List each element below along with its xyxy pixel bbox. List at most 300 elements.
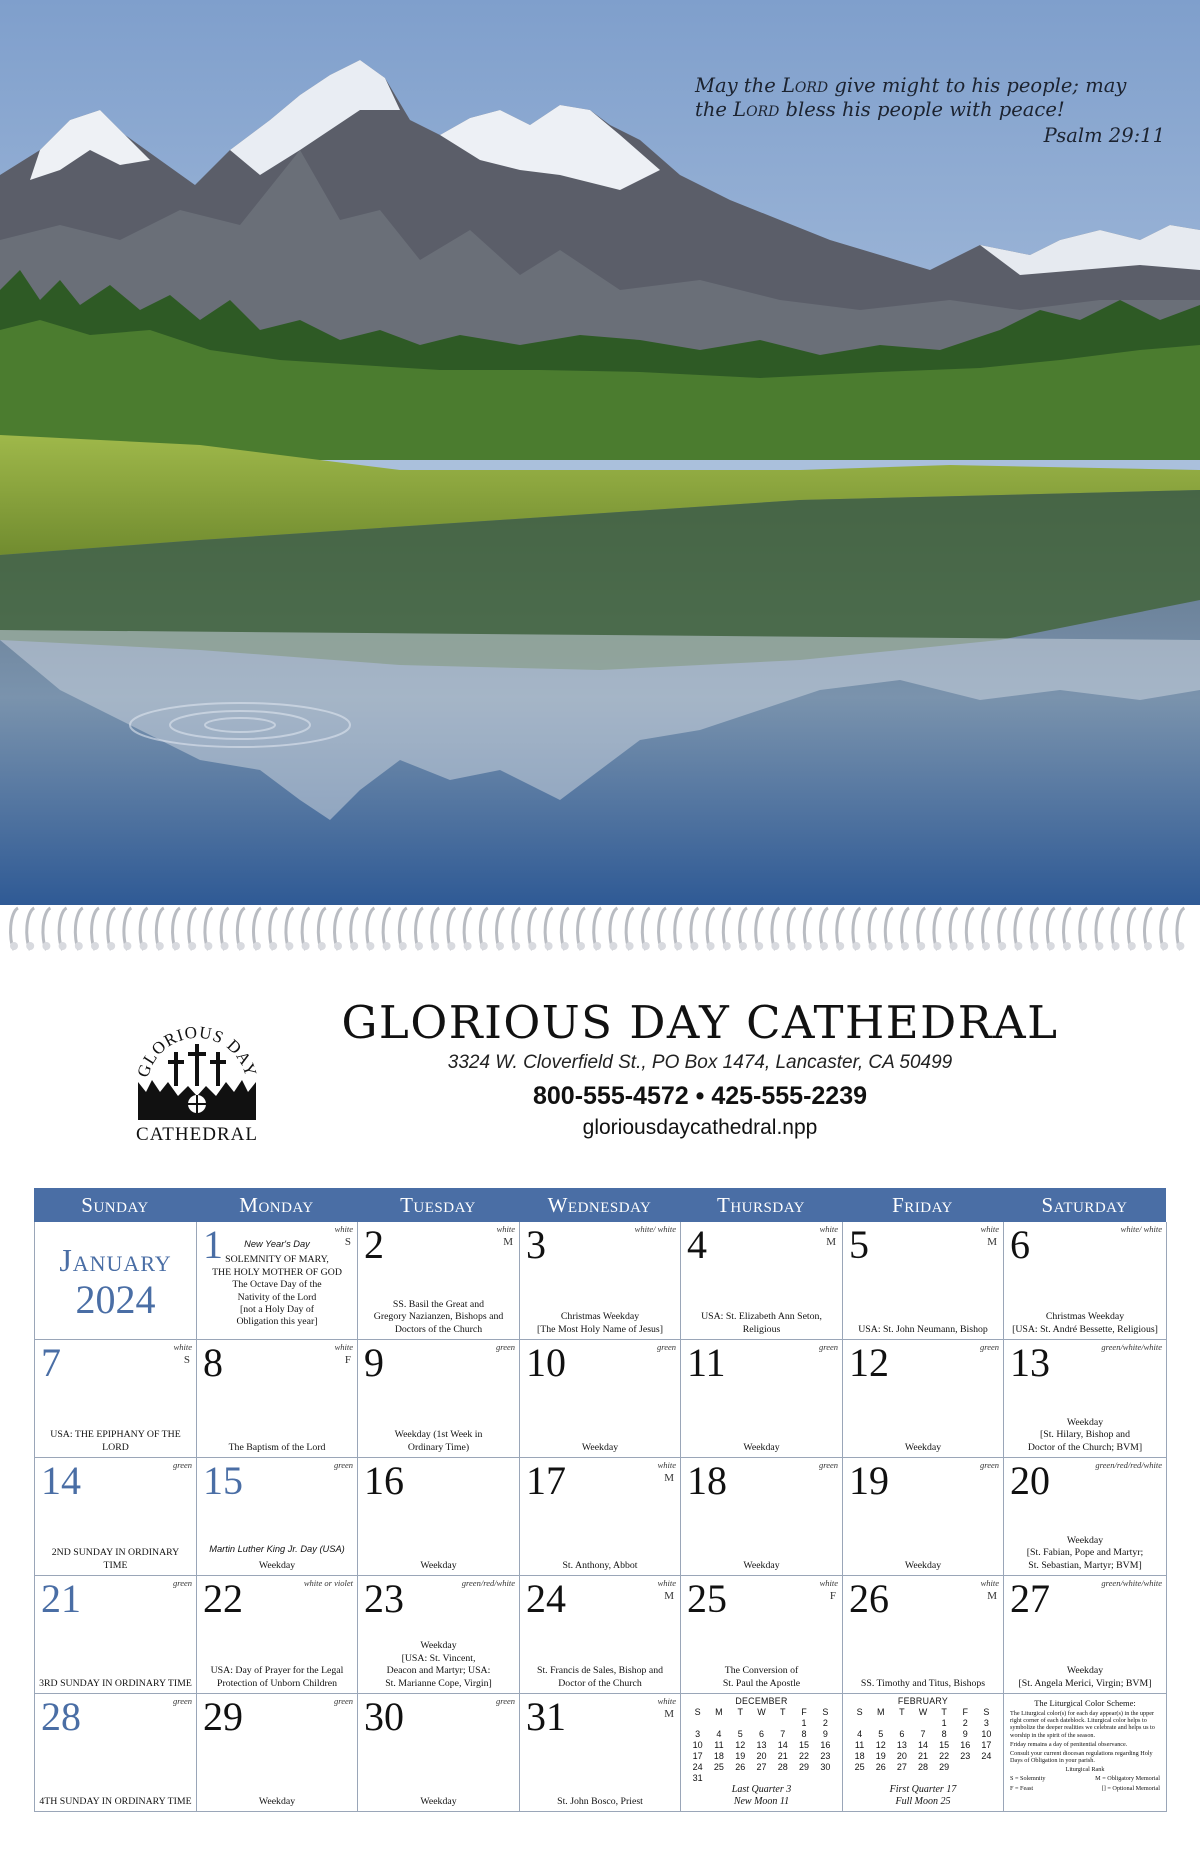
day-cell (358, 1458, 520, 1576)
day-cell (358, 1576, 520, 1694)
mini-weekday: M (715, 1707, 723, 1717)
mini-weekday: S (694, 1707, 701, 1717)
weekday-thursday: Thursday (717, 1193, 805, 1217)
day-number: 10 (526, 1340, 566, 1385)
mini-date: 12 (735, 1740, 746, 1750)
binding-hole (383, 942, 391, 950)
observance-text: Weekday (743, 1441, 780, 1453)
binding-hole (464, 942, 472, 950)
liturgical-color: white (819, 1578, 838, 1588)
binding-hole (933, 942, 941, 950)
binding-hole (172, 942, 180, 950)
binding-hole (836, 942, 844, 950)
observance-text: Christmas Weekday [USA: St. André Bessette, Religious] (1012, 1311, 1158, 1335)
legend-key: F = Feast (1010, 1784, 1034, 1792)
church-name: GLORIOUS DAY CATHEDRAL (341, 996, 1059, 1049)
mini-date: 8 (941, 1729, 947, 1739)
mini-date: 21 (917, 1751, 928, 1761)
day-number: 11 (687, 1340, 726, 1385)
binding-hole (690, 942, 698, 950)
liturgical-rank: F (344, 1354, 351, 1366)
day-observance (201, 1543, 353, 1572)
day-observance (524, 1796, 676, 1808)
binding-hole (917, 942, 925, 950)
mini-date: 2 (962, 1718, 968, 1728)
mini-date: 19 (875, 1751, 886, 1761)
day-cell (35, 1340, 197, 1458)
mini-date: 14 (917, 1740, 928, 1750)
mini-date (793, 1773, 814, 1784)
binding-hole (1095, 942, 1103, 950)
day-number: 26 (849, 1576, 889, 1621)
mini-date: 10 (692, 1740, 703, 1750)
logo-arc-text: GLORIOUS DAY (134, 1022, 260, 1080)
mini-date: 2 (822, 1718, 828, 1728)
day-number: 15 (203, 1458, 243, 1503)
binding-hole (982, 942, 990, 950)
moon-phase: Last Quarter 3 (731, 1784, 792, 1795)
liturgical-color: white (657, 1460, 676, 1470)
mini-date: 8 (801, 1729, 807, 1739)
mini-date (708, 1773, 729, 1784)
day-observance (39, 1429, 192, 1454)
mini-date (976, 1762, 997, 1773)
moon-phases (843, 1784, 1003, 1808)
legend-title: The Liturgical Color Scheme: (1034, 1698, 1136, 1708)
binding-hole (447, 942, 455, 950)
mini-date: 9 (962, 1729, 968, 1739)
mini-date: 31 (692, 1773, 703, 1783)
observance-text: Weekday [St. Fabian, Pope and Martyr; St. Sebastian, Martyr; BVM] (1026, 1534, 1144, 1571)
day-observance (524, 1665, 676, 1690)
mini-date: 10 (981, 1729, 992, 1739)
mini-date (708, 1718, 729, 1729)
church-address: 3324 W. Cloverfield St., PO Box 1474, Lancaster, CA 50499 (447, 1052, 953, 1073)
observance-text: SS. Timothy and Titus, Bishops (860, 1677, 986, 1689)
day-number: 25 (687, 1576, 727, 1621)
day-cell (520, 1576, 681, 1694)
liturgical-color: green/red/white (461, 1578, 515, 1588)
mini-date: 26 (735, 1762, 746, 1772)
binding-hole (140, 942, 148, 950)
liturgical-color: green/red/red/white (1095, 1460, 1162, 1470)
day-cell (520, 1222, 681, 1340)
liturgical-color: white (819, 1224, 838, 1234)
day-number: 3 (526, 1222, 546, 1267)
liturgical-rank: M (987, 1590, 997, 1602)
liturgical-color: white (980, 1224, 999, 1234)
liturgical-color: green (979, 1342, 999, 1352)
mini-date: 26 (875, 1762, 886, 1772)
legend-key: [] = Optional Memorial (1101, 1784, 1160, 1792)
binding-hole (788, 942, 796, 950)
day-cell (197, 1458, 358, 1576)
mini-weekday: S (983, 1707, 990, 1717)
mini-date: 22 (939, 1751, 950, 1761)
month-title-cell (35, 1222, 197, 1340)
mini-weekday: S (856, 1707, 863, 1717)
liturgical-legend (1004, 1694, 1167, 1812)
day-cell (681, 1222, 843, 1340)
mini-weekday: T (780, 1707, 786, 1717)
mini-date: 28 (917, 1762, 928, 1772)
day-cell (35, 1458, 197, 1576)
day-observance (685, 1560, 838, 1572)
mini-month-table (687, 1707, 836, 1784)
day-cell (681, 1458, 843, 1576)
mini-calendar (849, 1696, 997, 1773)
binding-hole (804, 942, 812, 950)
observance-text: USA: Day of Prayer for the Legal Protection of Unborn Children (210, 1665, 344, 1689)
mini-weekday: T (899, 1707, 905, 1717)
mini-date (870, 1718, 891, 1729)
binding-hole (399, 942, 407, 950)
observance-text: USA: St. John Neumann, Bishop (858, 1323, 988, 1335)
observance-text: 3RD SUNDAY IN ORDINARY TIME (39, 1677, 192, 1689)
mini-weekday: W (757, 1707, 766, 1717)
binding-hole (755, 942, 763, 950)
mini-date: 17 (981, 1740, 992, 1750)
mini-calendar-december (681, 1694, 843, 1812)
day-number: 21 (41, 1576, 81, 1621)
binding-hole (156, 942, 164, 950)
civil-holiday: New Year's Day (244, 1239, 310, 1249)
mini-date: 3 (983, 1718, 989, 1728)
binding-hole (1160, 942, 1168, 950)
binding-hole (1128, 942, 1136, 950)
scripture-verse: May the Lord give might to his people; may the Lord bless his people with peace! Psalm 29:11 (695, 74, 1165, 147)
liturgical-color: green/white/white (1101, 1578, 1162, 1588)
year: 2024 (75, 1277, 156, 1322)
day-observance (39, 1796, 192, 1808)
mini-date (687, 1718, 708, 1729)
day-number: 23 (364, 1576, 404, 1621)
mini-date: 19 (735, 1751, 746, 1761)
day-observance (1008, 1665, 1162, 1690)
day-number: 9 (364, 1340, 384, 1385)
day-observance (201, 1665, 353, 1690)
day-cell (35, 1694, 197, 1812)
observance-text: SS. Basil the Great and Gregory Nazianzen, Bishops and Doctors of the Church (373, 1298, 504, 1335)
weekday-friday: Friday (892, 1193, 953, 1217)
legend-text: The Liturgical color(s) for each day appear(s) in the upper right corner of each dateblock. Liturgical color helps to symbolize the deeper realities we celebrate and helps us to worship in the spirit of the season. (1010, 1710, 1155, 1739)
liturgical-color: green (495, 1342, 515, 1352)
liturgical-color: white (334, 1342, 353, 1352)
binding-hole (593, 942, 601, 950)
mini-weekday: F (962, 1707, 969, 1717)
day-number: 19 (849, 1458, 889, 1503)
day-number: 28 (41, 1694, 81, 1739)
binding-hole (496, 942, 504, 950)
day-cell (843, 1576, 1004, 1694)
weekday-sunday: Sunday (81, 1193, 149, 1217)
binding-hole (561, 942, 569, 950)
observance-text: Weekday (258, 1559, 296, 1571)
liturgical-color: green (818, 1460, 838, 1470)
day-number: 30 (364, 1694, 404, 1739)
moon-phase: Full Moon 25 (895, 1796, 951, 1807)
day-number: 29 (203, 1694, 243, 1739)
binding-hole (626, 942, 634, 950)
mini-date: 4 (857, 1729, 863, 1739)
day-cell (197, 1694, 358, 1812)
binding-hole (1047, 942, 1055, 950)
day-number: 4 (687, 1222, 707, 1267)
binding-hole (869, 942, 877, 950)
day-cell (1004, 1576, 1167, 1694)
binding-hole (188, 942, 196, 950)
verse-reference: Psalm 29:11 (1043, 124, 1165, 147)
liturgical-color: green (818, 1342, 838, 1352)
civil-holiday: Martin Luther King Jr. Day (USA) (209, 1544, 345, 1555)
observance-text: 2ND SUNDAY IN ORDINARY TIME (51, 1547, 180, 1571)
mini-date: 27 (896, 1762, 907, 1772)
mini-date: 7 (780, 1729, 786, 1739)
liturgical-color: white (496, 1224, 515, 1234)
observance-text: St. John Bosco, Priest (557, 1795, 643, 1807)
mini-date: 27 (756, 1762, 767, 1772)
observance-text: Weekday (581, 1441, 619, 1453)
mini-date: 6 (899, 1729, 905, 1739)
liturgical-rank: M (664, 1590, 674, 1602)
mini-date: 5 (878, 1729, 884, 1739)
day-observance (205, 1238, 349, 1329)
day-cell (358, 1694, 520, 1812)
day-number: 24 (526, 1576, 566, 1621)
mini-date: 29 (939, 1762, 950, 1772)
day-cell (843, 1458, 1004, 1576)
binding-hole (723, 942, 731, 950)
mini-date: 11 (854, 1740, 865, 1750)
legend-key: S = Solemnity (1010, 1775, 1046, 1783)
observance-text: Weekday (420, 1795, 457, 1807)
day-number: 5 (849, 1222, 869, 1267)
binding-hole (431, 942, 439, 950)
binding-hole (658, 942, 666, 950)
weekday-wednesday: Wednesday (547, 1193, 652, 1217)
day-cell (681, 1340, 843, 1458)
mini-weekday: T (737, 1707, 743, 1717)
liturgical-rank: S (344, 1236, 351, 1248)
binding-hole (59, 942, 67, 950)
mini-date: 11 (714, 1740, 724, 1750)
liturgical-color: green (495, 1696, 515, 1706)
binding-hole (269, 942, 277, 950)
day-cell (1004, 1222, 1167, 1340)
observance-text: The Baptism of the Lord (228, 1441, 326, 1453)
day-observance (39, 1547, 192, 1572)
day-cell (520, 1340, 681, 1458)
binding-hole (26, 942, 34, 950)
binding-hole (1063, 942, 1071, 950)
mini-date: 9 (822, 1729, 828, 1739)
legend-key-row (1010, 1775, 1160, 1782)
binding-hole (771, 942, 779, 950)
mini-weekday: F (801, 1707, 807, 1717)
binding-hole (10, 942, 18, 950)
day-cell (1004, 1340, 1167, 1458)
month-calendar (34, 1188, 1166, 1812)
observance-text: Weekday [St. Hilary, Bishop and Doctor of the Church; BVM] (1027, 1416, 1143, 1453)
mini-date (751, 1718, 772, 1729)
binding-hole (998, 942, 1006, 950)
day-observance (1008, 1417, 1162, 1454)
liturgical-color: white (657, 1696, 676, 1706)
binding-hole (577, 942, 585, 950)
day-number: 20 (1010, 1458, 1050, 1503)
mini-date: 1 (801, 1718, 807, 1728)
binding-hole (901, 942, 909, 950)
observance-text: Weekday (743, 1559, 780, 1571)
day-cell (843, 1222, 1004, 1340)
mini-weekday: S (822, 1707, 829, 1717)
moon-phase: First Quarter 17 (889, 1784, 957, 1795)
liturgical-color: green/white/white (1101, 1342, 1162, 1352)
binding-hole (366, 942, 374, 950)
binding-hole (204, 942, 212, 950)
mini-month-title: DECEMBER (735, 1696, 788, 1706)
observance-text: USA: St. Elizabeth Ann Seton, Religious (701, 1311, 822, 1335)
mini-date: 18 (713, 1751, 724, 1761)
mini-date (891, 1718, 912, 1729)
day-observance (847, 1560, 999, 1572)
mini-date: 21 (777, 1751, 788, 1761)
binding-hole (415, 942, 423, 950)
observance-text: SOLEMNITY OF MARY, THE HOLY MOTHER OF GOD The Octave Day of the Nativity of the Lord [not a Holy Day of Obligation this year] (212, 1254, 342, 1328)
liturgical-color: green (172, 1460, 192, 1470)
binding-hole (334, 942, 342, 950)
day-observance (362, 1560, 515, 1572)
day-number: 16 (364, 1458, 404, 1503)
mini-date: 1 (941, 1718, 947, 1728)
legend-text: Friday remains a day of penitential observance. (1010, 1740, 1128, 1748)
mini-month-title: FEBRUARY (897, 1696, 949, 1706)
binding-hole (42, 942, 50, 950)
binding-hole (609, 942, 617, 950)
day-number: 12 (849, 1340, 889, 1385)
church-website: gloriousdaycathedral.npp (582, 1116, 818, 1139)
day-cell (1004, 1458, 1167, 1576)
binding-hole (237, 942, 245, 950)
day-observance (201, 1442, 353, 1454)
binding-hole (123, 942, 131, 950)
legend-key-row (1010, 1785, 1160, 1792)
liturgical-color: white (334, 1224, 353, 1234)
liturgical-rank: M (503, 1236, 513, 1248)
month-name: January (59, 1242, 172, 1278)
day-observance (39, 1678, 192, 1690)
day-number: 6 (1010, 1222, 1030, 1267)
mini-date: 3 (695, 1729, 701, 1739)
observance-text: Weekday (258, 1795, 296, 1807)
day-cell (681, 1576, 843, 1694)
spiral-binding (0, 898, 1200, 958)
day-observance (847, 1442, 999, 1454)
binding-hole (820, 942, 828, 950)
mini-weekday: W (918, 1707, 928, 1717)
day-number: 13 (1010, 1340, 1050, 1385)
weekday-tuesday: Tuesday (400, 1193, 476, 1217)
liturgical-color: white/ white (1120, 1224, 1162, 1234)
day-number: 31 (526, 1694, 566, 1739)
mini-date: 4 (716, 1729, 722, 1739)
mini-date: 5 (737, 1729, 743, 1739)
binding-hole (253, 942, 261, 950)
liturgical-rank: M (826, 1236, 836, 1248)
day-number: 22 (203, 1576, 243, 1621)
weekday-header (34, 1188, 1166, 1222)
observance-text: Weekday [USA: St. Vincent, Deacon and Martyr; USA: St. Marianne Cope, Virgin] (385, 1640, 492, 1689)
binding-hole (1031, 942, 1039, 950)
binding-hole (1014, 942, 1022, 950)
mini-date: 17 (692, 1751, 703, 1761)
mini-calendar (687, 1696, 836, 1784)
mini-date (772, 1773, 793, 1784)
day-number: 8 (203, 1340, 223, 1385)
binding-hole (1079, 942, 1087, 950)
liturgical-color: white (657, 1578, 676, 1588)
mini-date (912, 1718, 933, 1729)
logo-wordmark: CATHEDRAL (136, 1124, 258, 1145)
binding-hole (75, 942, 83, 950)
observance-text: St. Anthony, Abbot (562, 1559, 638, 1571)
mini-month-table (849, 1707, 997, 1773)
binding-hole (852, 942, 860, 950)
binding-hole (707, 942, 715, 950)
observance-text: Weekday [St. Angela Merici, Virgin; BVM] (1018, 1665, 1152, 1689)
day-observance (362, 1429, 515, 1454)
liturgical-color: white/ white (634, 1224, 676, 1234)
observance-text: Weekday (1st Week in Ordinary Time) (394, 1429, 483, 1453)
mini-calendar-february (843, 1694, 1004, 1812)
observance-text: Christmas Weekday [The Most Holy Name of Jesus] (537, 1311, 663, 1335)
mini-date: 30 (820, 1762, 831, 1772)
mini-date: 16 (820, 1740, 831, 1750)
binding-hole (1176, 942, 1184, 950)
day-cell (520, 1694, 681, 1812)
day-cell (197, 1222, 358, 1340)
moon-phase: New Moon 11 (733, 1796, 790, 1807)
liturgical-color: white (980, 1578, 999, 1588)
observance-text: The Conversion of St. Paul the Apostle (722, 1665, 801, 1689)
mini-date: 15 (799, 1740, 810, 1750)
day-cell (358, 1340, 520, 1458)
mini-date (772, 1718, 793, 1729)
liturgical-rank: M (987, 1236, 997, 1248)
binding-hole (221, 942, 229, 950)
liturgical-color: green (172, 1578, 192, 1588)
mini-date: 28 (777, 1762, 788, 1772)
logo-emblem (134, 1000, 260, 1120)
day-observance (847, 1678, 999, 1690)
mini-date (730, 1773, 751, 1784)
binding-hole (950, 942, 958, 950)
legend-rank-title: Liturgical Rank (1065, 1766, 1105, 1774)
mini-date (751, 1773, 772, 1784)
day-cell (197, 1340, 358, 1458)
day-observance (524, 1311, 676, 1336)
mini-date (849, 1718, 870, 1729)
day-observance (1008, 1535, 1162, 1572)
day-observance (685, 1665, 838, 1690)
mini-date: 25 (854, 1762, 865, 1772)
weekday-saturday: Saturday (1041, 1193, 1128, 1217)
liturgical-color: green (333, 1696, 353, 1706)
day-cell (35, 1576, 197, 1694)
mini-date: 18 (854, 1751, 865, 1761)
liturgical-rank: F (829, 1590, 836, 1602)
mini-date: 7 (920, 1729, 926, 1739)
